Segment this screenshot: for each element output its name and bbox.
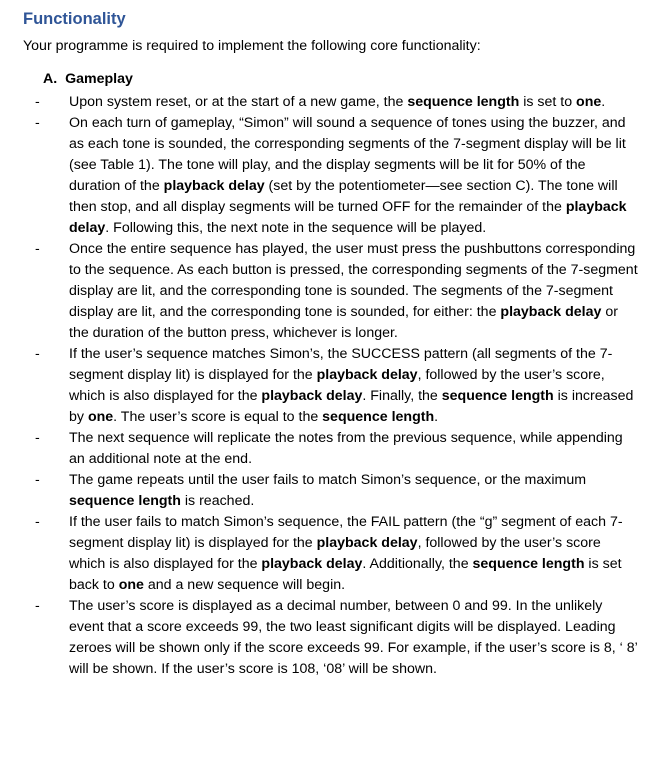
bullet-dash: - — [35, 472, 40, 488]
bold-term: playback delay — [316, 367, 418, 383]
bullet-dash: - — [35, 346, 40, 362]
bold-term: playback delay — [69, 199, 627, 236]
text-run: (set by the potentiometer—see section C). The tone will then stop, and all display segments will be turned OFF for the remainder of the — [69, 178, 618, 215]
text-run: . The user’s score is equal to the — [113, 409, 323, 425]
text-run: . Finally, the — [362, 388, 442, 404]
text-run: . Additionally, the — [362, 556, 473, 572]
bullet-list — [23, 92, 638, 680]
bullet-dash: - — [35, 514, 40, 530]
text-run: Once the entire sequence has played, the user must press the pushbuttons corresponding to the sequence. As each button is pressed, the corresponding segments of the 7-segment display are lit, and the corresponding tone is sounded. The segments of the 7-segment display are lit, and the corresponding tone is sounded, for either: the — [69, 241, 638, 320]
text-run: is increased by — [69, 388, 634, 425]
text-run: is set to — [519, 94, 577, 110]
text-run: is set back to — [69, 556, 622, 593]
bullet-dash: - — [35, 115, 40, 131]
text-run: If the user’s sequence matches Simon’s, the SUCCESS pattern (all segments of the 7-segment display lit) is displayed for the — [69, 346, 613, 383]
list-item — [23, 512, 638, 596]
text-run: The next sequence will replicate the notes from the previous sequence, while appending an additional note at the end. — [69, 430, 623, 467]
list-item — [23, 344, 638, 428]
bold-term: sequence length — [441, 388, 554, 404]
bullet-dash: - — [35, 430, 40, 446]
list-item — [23, 470, 638, 512]
text-run: or the duration of the button press, whichever is longer. — [69, 304, 618, 341]
list-item — [23, 113, 638, 239]
bold-term: sequence length — [322, 409, 435, 425]
text-run: , followed by the user’s score, which is also displayed for the — [69, 367, 605, 404]
text-run: Upon system reset, or at the start of a new game, the — [69, 94, 408, 110]
document-page — [23, 8, 638, 680]
bold-term: sequence length — [69, 493, 181, 509]
text-run: and a new sequence will begin. — [143, 577, 346, 593]
bold-term: one — [118, 577, 144, 593]
text-run: , followed by the user’s score which is also displayed for the — [69, 535, 601, 572]
bold-term: playback delay — [163, 178, 265, 194]
list-item — [23, 239, 638, 344]
list-item — [23, 596, 638, 680]
subsection-title — [43, 69, 638, 90]
bullet-dash: - — [35, 94, 40, 110]
bold-term: playback delay — [261, 556, 363, 572]
text-run: If the user fails to match Simon’s sequence, the FAIL pattern (the “g” segment of each 7-segment display lit) is displayed for the — [69, 514, 623, 551]
bold-term: playback delay — [500, 304, 602, 320]
list-item — [23, 92, 638, 113]
bullet-dash: - — [35, 598, 40, 614]
bold-term: sequence length — [472, 556, 585, 572]
text-run: On each turn of gameplay, “Simon” will sound a sequence of tones using the buzzer, and as each tone is sounded, the corresponding segments of the 7-segment display will be lit (see Table 1). The tone will play, and the display segments will be lit for 50% of the duration of the — [69, 115, 626, 194]
text-run: . Following this, the next note in the sequence will be played. — [105, 220, 487, 236]
bold-term: playback delay — [316, 535, 418, 551]
list-item — [23, 428, 638, 470]
bold-term: sequence length — [407, 94, 520, 110]
text-run: . — [434, 409, 439, 425]
text-run: . — [601, 94, 606, 110]
bold-term: playback delay — [261, 388, 363, 404]
intro-paragraph: Your programme is required to implement the following core functionality: — [23, 38, 481, 54]
bold-term: one — [87, 409, 114, 425]
section-heading: Functionality — [23, 10, 126, 28]
subsection-label: A. — [43, 71, 58, 87]
bold-term: one — [576, 94, 602, 110]
bullet-dash: - — [35, 241, 40, 257]
text-run: is reached. — [180, 493, 255, 509]
text-run: The game repeats until the user fails to match Simon’s sequence, or the maximum — [69, 472, 587, 488]
subsection-name: Gameplay — [65, 71, 133, 87]
text-run: The user’s score is displayed as a decimal number, between 0 and 99. In the unlikely event that a score exceeds 99, the two least significant digits will be displayed. Leading zeroes will be shown only if the score exceeds 99. For example, if the user’s score is 8, ‘ 8’ will be shown. If the user’s score is 108, ‘08’ will be shown. — [69, 598, 638, 677]
